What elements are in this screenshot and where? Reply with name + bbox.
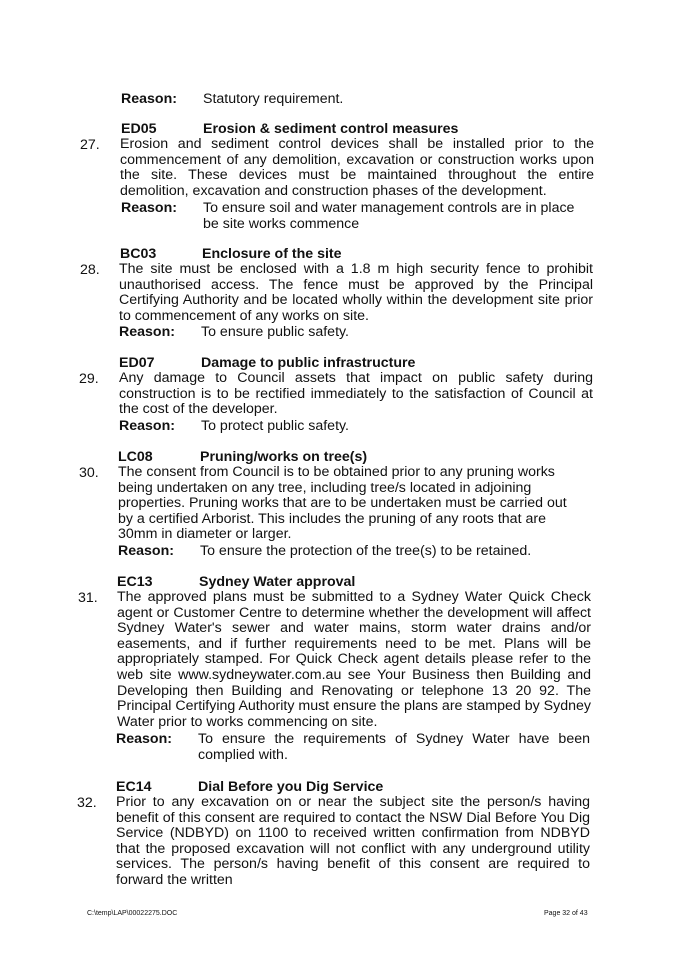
reason-line bbox=[119, 324, 593, 342]
condition-number: 27. bbox=[80, 137, 100, 153]
condition-code: EC14 bbox=[116, 779, 152, 795]
condition-text: Any damage to Council assets that impact on public safety during construction is to be rectified immediately to the satisfaction of Council at the cost of the developer. bbox=[119, 370, 593, 418]
condition-title: Sydney Water approval bbox=[199, 574, 356, 590]
condition-text: The consent from Council is to be obtained prior to any pruning works being undertaken on any tree, including tree/s located in adjoining properties. Pruning works that are to be undertaken must be carried out by a certified Arborist. This includes the pruning of any roots that are 30mm in diameter or larger. bbox=[118, 464, 567, 543]
condition-text: Prior to any excavation on or near the subject site the person/s having benefit of this consent are required to contact the NSW Dial Before You Dig Service (NDBYD) on 1100 to received written confirmation from NDBYD that the proposed excavation will not conflict with any underground utility services. The person/s having benefit of this consent are required to forward the written bbox=[116, 794, 590, 888]
reason-line bbox=[119, 418, 593, 436]
reason-label: Reason: bbox=[121, 91, 177, 107]
condition-text: The site must be enclosed with a 1.8 m high security fence to prohibit unauthorised access. The fence must be approved by the Principal Certifying Authority and be located wholly within the development site prior to commencement of any works on site. bbox=[119, 261, 593, 324]
reason-text: Statutory requirement. bbox=[203, 91, 344, 107]
reason-label: Reason: bbox=[119, 418, 175, 434]
reason-text: To protect public safety. bbox=[201, 418, 349, 434]
condition-number: 30. bbox=[79, 465, 99, 481]
condition-number: 32. bbox=[77, 795, 97, 811]
condition-number: 28. bbox=[80, 262, 100, 278]
condition-title: Damage to public infrastructure bbox=[201, 355, 416, 371]
condition-code: BC03 bbox=[120, 246, 157, 262]
condition-text: Erosion and sediment control devices shall be installed prior to the commencement of any demolition, excavation or construction works upon the site. These devices must be maintained throughout the entire demolition, excavation and construction phases of the development. bbox=[120, 136, 594, 199]
reason-text: To ensure soil and water management controls are in place be site works commence bbox=[203, 200, 575, 232]
condition-number: 31. bbox=[78, 590, 98, 606]
reason-line bbox=[118, 543, 592, 561]
reason-line bbox=[121, 200, 595, 234]
condition-title: Enclosure of the site bbox=[202, 246, 342, 262]
reason-text: To ensure public safety. bbox=[201, 324, 349, 340]
condition-code: EC13 bbox=[117, 574, 153, 590]
condition-code: ED07 bbox=[119, 355, 155, 371]
reason-line bbox=[121, 91, 591, 109]
reason-label: Reason: bbox=[116, 731, 172, 747]
reason-line bbox=[116, 731, 590, 765]
footer-page-number: Page 32 of 43 bbox=[544, 910, 588, 917]
reason-label: Reason: bbox=[118, 543, 174, 559]
reason-text: To ensure the requirements of Sydney Water have been complied with. bbox=[198, 731, 590, 763]
condition-title: Erosion & sediment control measures bbox=[203, 121, 459, 137]
condition-number: 29. bbox=[79, 371, 99, 387]
condition-code: ED05 bbox=[121, 121, 157, 137]
condition-title: Dial Before you Dig Service bbox=[198, 779, 384, 795]
reason-label: Reason: bbox=[121, 200, 177, 216]
reason-label: Reason: bbox=[119, 324, 175, 340]
condition-title: Pruning/works on tree(s) bbox=[200, 449, 368, 465]
condition-code: LC08 bbox=[118, 449, 153, 465]
reason-text: To ensure the protection of the tree(s) to be retained. bbox=[200, 543, 532, 559]
footer-file-path: C:\temp\LAP\00022275.DOC bbox=[87, 910, 178, 917]
condition-text: The approved plans must be submitted to a Sydney Water Quick Check agent or Customer Centre to determine whether the development will affect Sydney Water's sewer and water mains, storm water drains and/or easements, and if further requirements need to be met. Plans will be appropriately stamped. For Quick Check agent details please refer to the web site www.sydneywater.com.au see Your Business then Building and Developing then Building and Renovating or telephone 13 20 92. The Principal Certifying Authority must ensure the plans are stamped by Sydney Water prior to works commencing on site. bbox=[117, 589, 591, 730]
